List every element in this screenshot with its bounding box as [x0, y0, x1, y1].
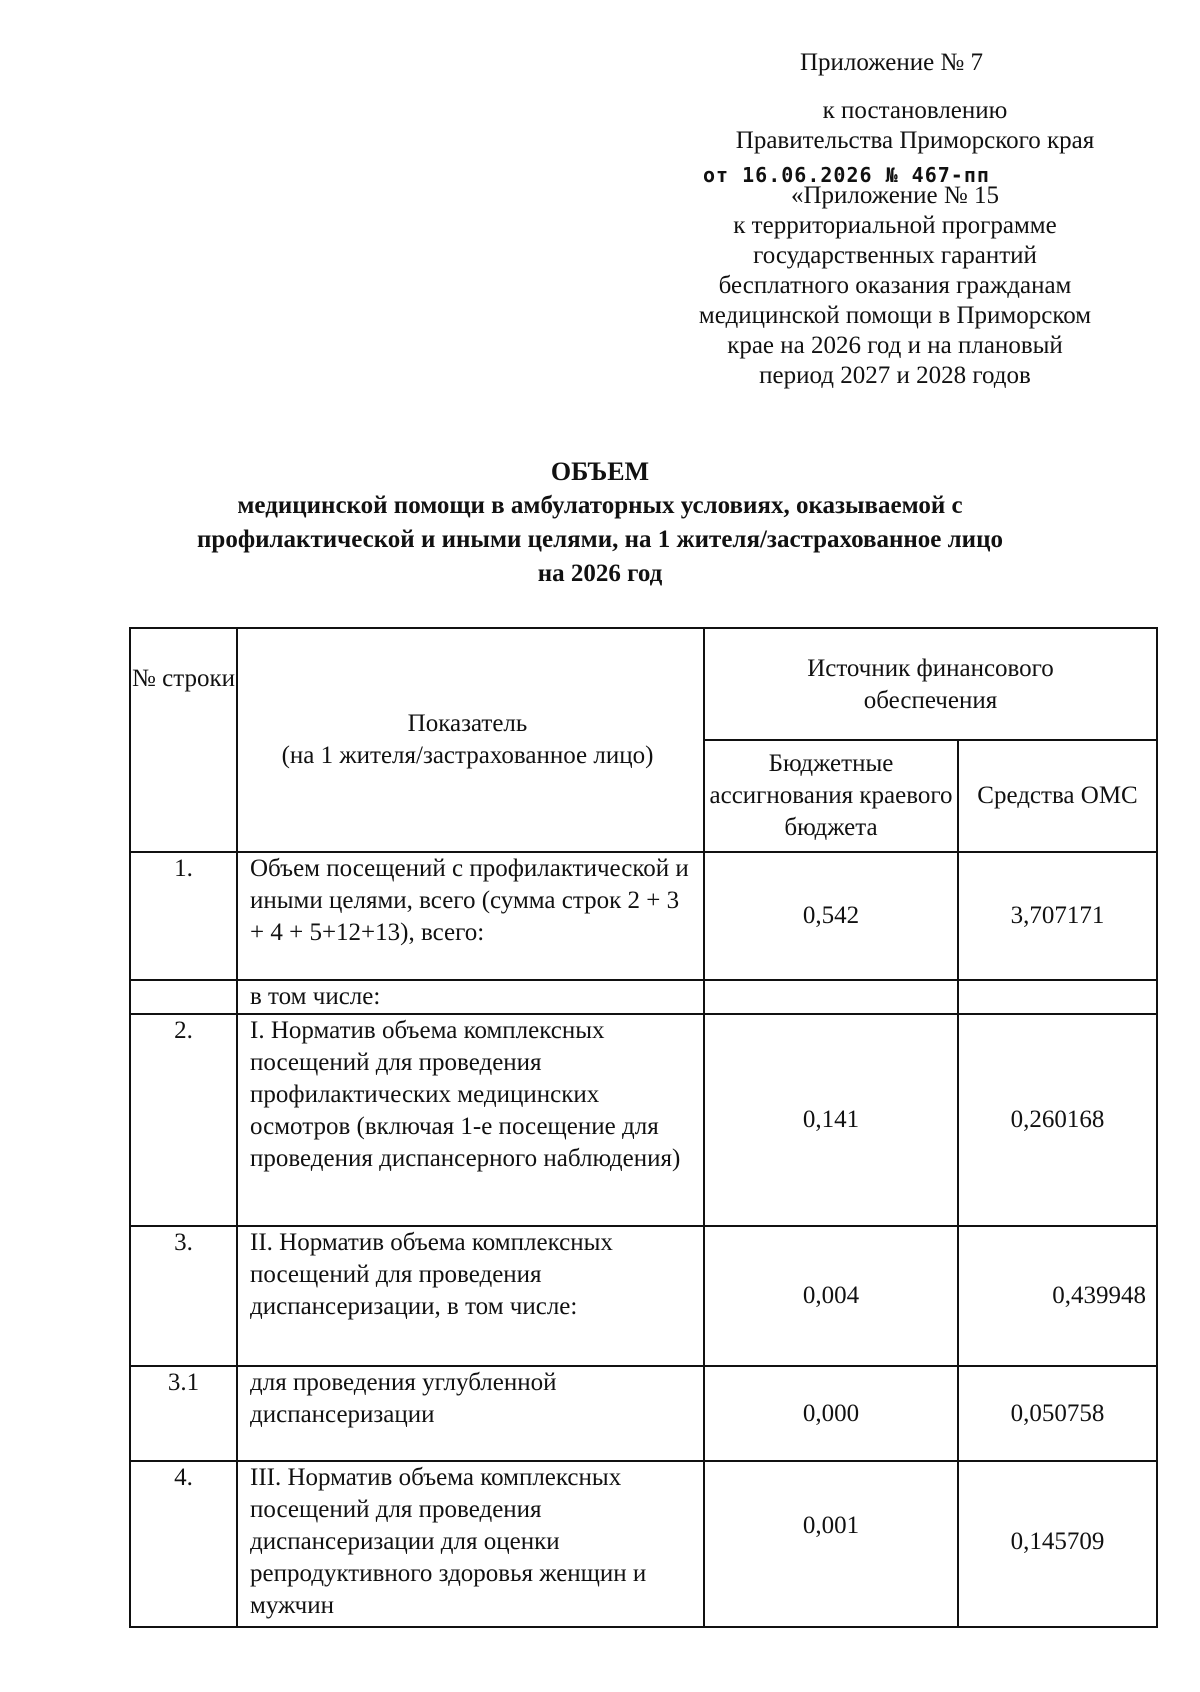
- table-row: [130, 1461, 1157, 1627]
- header-oms-funds: Средства ОМС: [958, 740, 1157, 852]
- header-row-number: № строки: [130, 628, 237, 852]
- table-row: [130, 852, 1157, 980]
- row-oms-value: 3,707171: [958, 852, 1157, 980]
- resolution-date-stamp: от 16.06.2026 № 467-пп: [703, 163, 990, 187]
- row-indicator: Объем посещений с профилактической и иными целями, всего (сумма строк 2 + 3 + 4 + 5+12+13), всего:: [237, 852, 704, 980]
- row-oms-value: 0,145709: [958, 1461, 1157, 1627]
- row-budget-value: 0,141: [704, 1014, 958, 1226]
- program-line: к территориальной программе: [733, 212, 1057, 239]
- row-oms-value: 0,050758: [958, 1366, 1157, 1461]
- title-line: медицинской помощи в амбулаторных условиях, оказываемой с: [237, 492, 963, 519]
- row-oms-value: [958, 980, 1157, 1014]
- row-budget-value: 0,004: [704, 1226, 958, 1366]
- row-indicator: II. Норматив объема комплексных посещений для проведения диспансеризации, в том числе:: [237, 1226, 704, 1366]
- title-line: на 2026 год: [537, 560, 663, 587]
- row-budget-value: 0,001: [704, 1461, 958, 1627]
- row-number: 3.1: [130, 1366, 237, 1461]
- row-indicator: III. Норматив объема комплексных посещений для проведения диспансеризации для оценки репродуктивного здоровья женщин и мужчин: [237, 1461, 704, 1627]
- resolution-line: к постановлению: [822, 97, 1008, 124]
- document-title: [120, 455, 1080, 591]
- table-row: [130, 1366, 1157, 1461]
- row-number: 1.: [130, 852, 237, 980]
- row-budget-value: 0,542: [704, 852, 958, 980]
- row-number: [130, 980, 237, 1014]
- program-line: государственных гарантий: [753, 242, 1037, 269]
- program-line: крае на 2026 год и на плановый: [727, 332, 1063, 359]
- title-main: ОБЪЕМ: [550, 457, 650, 486]
- program-line: период 2027 и 2028 годов: [759, 362, 1031, 389]
- table-row: [130, 980, 1157, 1014]
- table-row: [130, 1226, 1157, 1366]
- row-budget-value: 0,000: [704, 1366, 958, 1461]
- row-number: 4.: [130, 1461, 237, 1627]
- table-row: [130, 1014, 1157, 1226]
- resolution-line: Правительства Приморского края: [735, 127, 1095, 154]
- resolution-reference: [680, 96, 1150, 156]
- row-indicator: в том числе:: [237, 980, 704, 1014]
- volume-table: [129, 627, 1158, 1628]
- header-indicator-subtitle: (на 1 жителя/застрахованное лицо): [281, 742, 654, 769]
- row-number: 2.: [130, 1014, 237, 1226]
- row-number: 3.: [130, 1226, 237, 1366]
- row-indicator: I. Норматив объема комплексных посещений для проведения профилактических медицинских осмотров (включая 1-е посещение для проведения диспансерного наблюдения): [237, 1014, 704, 1226]
- row-budget-value: [704, 980, 958, 1014]
- title-line: профилактической и иными целями, на 1 жителя/застрахованное лицо: [197, 526, 1003, 553]
- program-line: медицинской помощи в Приморском: [698, 302, 1092, 329]
- program-line: «Приложение № 15: [790, 182, 1000, 209]
- program-reference: [640, 181, 1150, 391]
- program-line: бесплатного оказания гражданам: [718, 272, 1072, 299]
- row-oms-value: 0,439948: [958, 1226, 1157, 1366]
- appendix-number: Приложение № 7: [800, 49, 984, 76]
- header-regional-budget: Бюджетные ассигнования краевого бюджета: [704, 740, 958, 852]
- row-oms-value: 0,260168: [958, 1014, 1157, 1226]
- header-funding-source: Источник финансового обеспечения: [704, 628, 1157, 740]
- header-indicator-title: Показатель: [407, 710, 528, 737]
- row-indicator: для проведения углубленной диспансеризации: [237, 1366, 704, 1461]
- header-indicator: [237, 628, 704, 852]
